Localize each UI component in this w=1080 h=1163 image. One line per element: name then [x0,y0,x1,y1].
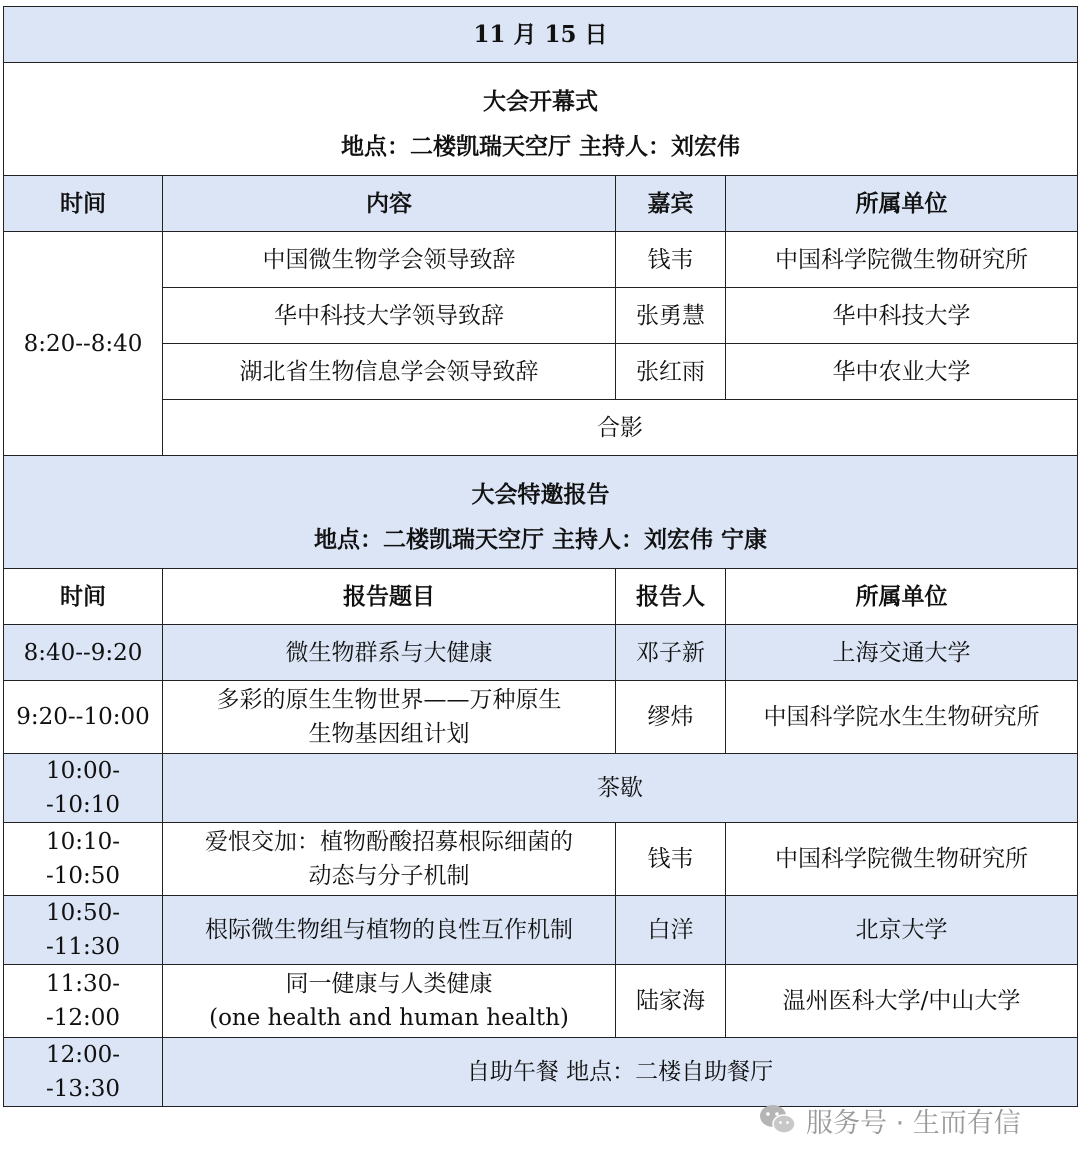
wechat-icon [758,1103,798,1137]
report-org: 北京大学 [726,896,1078,965]
report-speaker: 邓子新 [616,625,726,681]
watermark-text: 服务号 · 生而有信 [806,1107,1021,1139]
opening-section-header [4,63,1078,176]
table-row [4,965,1078,1038]
opening-guest: 钱韦 [616,232,726,288]
report-time: 12:00--13:30 [4,1038,163,1107]
watermark [758,1100,1021,1140]
report-org: 中国科学院微生物研究所 [726,823,1078,896]
opening-guest: 张红雨 [616,344,726,400]
opening-content: 中国微生物学会领导致辞 [163,232,616,288]
schedule-table [3,6,1078,1107]
report-time: 10:10--10:50 [4,823,163,896]
table-row [4,754,1078,823]
opening-org: 华中科技大学 [726,288,1078,344]
opening-org: 华中农业大学 [726,344,1078,400]
report-time: 10:00--10:10 [4,754,163,823]
opening-title: 大会开幕式 [483,88,599,115]
table-row [4,681,1078,754]
report-speaker: 白洋 [616,896,726,965]
report-time: 8:40--9:20 [4,625,163,681]
table-row [4,823,1078,896]
header-report-title: 报告题目 [163,569,616,625]
lunch: 自助午餐 地点：二楼自助餐厅 [163,1038,1078,1107]
date-header: 11 月 15 日 [4,7,1078,63]
tea-break: 茶歇 [163,754,1078,823]
opening-column-headers [4,176,1078,232]
report-title: 根际微生物组与植物的良性互作机制 [163,896,616,965]
header-time: 时间 [4,176,163,232]
opening-time: 8:20--8:40 [4,232,163,456]
keynote-section-header [4,456,1078,569]
report-title: 同一健康与人类健康 (one health and human health) [163,965,616,1038]
opening-org: 中国科学院微生物研究所 [726,232,1078,288]
table-row [4,288,1078,344]
report-org: 中国科学院水生生物研究所 [726,681,1078,754]
header-org: 所属单位 [726,176,1078,232]
keynote-title: 大会特邀报告 [471,481,610,508]
report-org: 上海交通大学 [726,625,1078,681]
opening-guest: 张勇慧 [616,288,726,344]
report-title: 微生物群系与大健康 [163,625,616,681]
opening-info: 地点：二楼凯瑞天空厅 主持人：刘宏伟 [341,133,741,160]
report-title: 多彩的原生生物世界——万种原生 生物基因组计划 [163,681,616,754]
table-row [4,232,1078,288]
opening-content: 湖北省生物信息学会领导致辞 [163,344,616,400]
header-speaker: 报告人 [616,569,726,625]
date-row [4,7,1078,63]
report-time: 10:50--11:30 [4,896,163,965]
report-time: 11:30--12:00 [4,965,163,1038]
table-row [4,896,1078,965]
report-speaker: 缪炜 [616,681,726,754]
group-photo: 合影 [163,400,1078,456]
table-row [4,344,1078,400]
table-row [4,1038,1078,1107]
table-row [4,625,1078,681]
report-title: 爱恨交加：植物酚酸招募根际细菌的 动态与分子机制 [163,823,616,896]
header-time: 时间 [4,569,163,625]
header-content: 内容 [163,176,616,232]
keynote-column-headers [4,569,1078,625]
header-guest: 嘉宾 [616,176,726,232]
table-row [4,400,1078,456]
report-speaker: 陆家海 [616,965,726,1038]
header-org: 所属单位 [726,569,1078,625]
opening-content: 华中科技大学领导致辞 [163,288,616,344]
report-time: 9:20--10:00 [4,681,163,754]
report-org: 温州医科大学/中山大学 [726,965,1078,1038]
keynote-info: 地点：二楼凯瑞天空厅 主持人：刘宏伟 宁康 [314,526,768,553]
report-speaker: 钱韦 [616,823,726,896]
